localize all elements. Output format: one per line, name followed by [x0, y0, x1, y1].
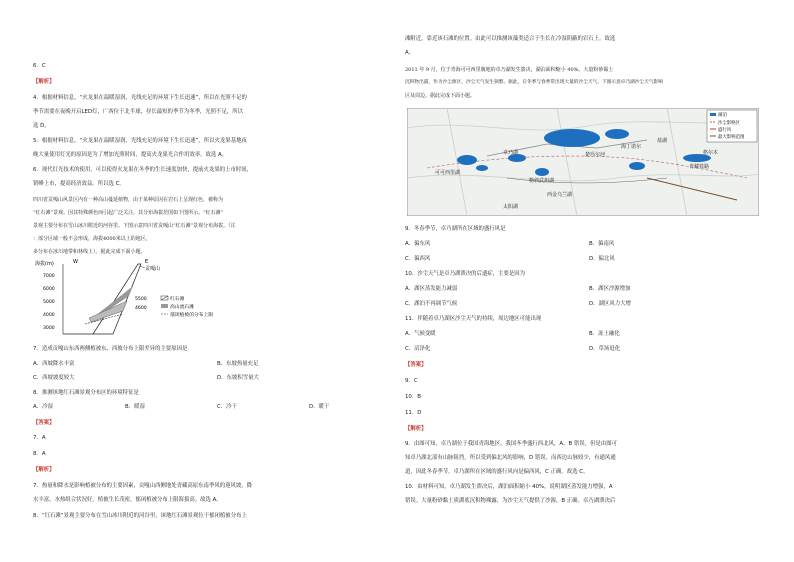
height-4600: 4600	[135, 306, 147, 311]
answer-7: 7．A	[33, 435, 46, 441]
label-taiyang: 太阳湖	[503, 204, 519, 210]
lake-large	[544, 129, 600, 147]
answer-8: 8．A	[33, 451, 46, 457]
explain-5-line2: 晚大量使用灯光的原因是为了增加光照时间，提高火龙果光合作用效率。故选 A。	[33, 152, 228, 158]
legend-wind: 盛行风	[718, 128, 732, 133]
q7-option-b: B．东坡热量充足	[217, 361, 259, 367]
east-label: E	[145, 259, 149, 265]
map-legend	[707, 110, 757, 142]
explain-4-line2: 季节需要在夜晚开启LED灯，广西位于北半球，昼长最短的季节为冬季，光照不足，所以	[33, 109, 244, 115]
material-line4: ：部分区域一般不会形成，海拔4000米以上的地区，	[33, 236, 151, 242]
q9-option-d: D．偏北风	[589, 256, 615, 262]
material-line5: 多分布在冰川地带和林线上）。据此完成下面小题。	[33, 249, 146, 255]
explain-10-line1: 10．由材料可知，卓乃湖发生溃决后，湖泊面积缩小 40%，说明湖区蒸发能力增强，A	[405, 484, 613, 490]
analysis-heading-2: 【解析】	[33, 467, 55, 473]
label-railway: 青藏铁路	[689, 164, 710, 170]
material-line3: 景观主要分布在雪山冰川附近的河谷里。下图示意四川省贡嘎山“红石滩”景观分布海拔。（注	[33, 223, 236, 229]
tick-4000: 4000	[43, 313, 55, 318]
answer-9: 9．C	[405, 378, 418, 384]
question-11: 11．伴随着卓乃湖区沙尘天气的持续，周边地区可能出现	[405, 316, 542, 322]
q8-option-c: C．冷干	[217, 404, 237, 410]
label-lexie: 勒斜武担湖	[529, 178, 555, 184]
explain-4-line1: 4．根据材料信息，“火龙果在温暖湿润、光线充足的环境下生长迅速”，所以在光照不足的	[33, 95, 247, 101]
material2-line1: 2011 年 9 月，位于青海可可西里腹地的卓乃湖发生溃决，湖泊面积缩小 40%。大量粉砂黏土	[405, 67, 614, 73]
explain-9-line1: 9．由图可知，卓乃湖位于我国青海地区，我国冬季盛行西北风，A、B 错误。但是由图可	[405, 441, 617, 447]
peak-label: 贡嘎山	[145, 266, 161, 272]
legend-dust: 沙尘影响区	[718, 121, 740, 126]
label-kekexili: 可可西里湖	[435, 170, 461, 176]
tick-6000: 6000	[43, 287, 55, 292]
answer-heading: 【答案】	[33, 420, 55, 426]
q7-option-a: A．西坡降水丰富	[33, 361, 75, 367]
label-yanhu: 盐湖	[657, 138, 668, 144]
question-9: 9．冬春季节，卓乃湖所在区域的盛行风是	[405, 226, 506, 232]
answer-10: 10．B	[405, 394, 421, 400]
q9-option-a: A．偏东风	[405, 241, 431, 247]
y-axis-label: 海拔(m)	[35, 261, 54, 267]
cont-line2: A。	[405, 50, 415, 56]
q10-option-d: D．湖区风力大增	[589, 301, 631, 307]
elevation-figure	[33, 256, 223, 336]
analysis-heading-3: 【解析】	[405, 426, 427, 432]
answer-11: 11．D	[405, 410, 422, 416]
label-haiding: 海丁诺尔	[621, 144, 642, 150]
explain-7-line1: 7．热量和降水是影响植被分布的主要因素，贡嘎山西侧地处青藏高原东南季风的迎风坡，降	[33, 483, 253, 489]
tick-7000: 7000	[43, 274, 55, 279]
q11-option-c: C．沼泽化	[405, 346, 431, 352]
y-ticks	[43, 273, 55, 331]
legend-red-stone: 红石滩	[170, 297, 185, 302]
material-line2: “红石滩”景观。因其特殊颜色而引起广泛关注，其分布海拔范围如下图所示。“红石滩”	[33, 210, 224, 216]
lake-kekexili	[457, 155, 477, 165]
legend-range: 最大影响范围	[718, 135, 745, 140]
explain-4-line3: 选 D。	[33, 123, 50, 129]
q7-option-d: D．东坡积雪量大	[217, 375, 259, 381]
q11-option-b: B．冻土融化	[589, 331, 620, 337]
material2-line3: 区及周边。据此完成下面小题。	[405, 93, 476, 99]
mountain-profile	[63, 264, 141, 334]
map-figure	[407, 108, 759, 216]
q8-option-a: A．冷湿	[33, 404, 53, 410]
material-line1: 四川省贡嘎山风景区内有一种高山蔓延植物，由于某种原因在岩石上呈现红色，被称为	[33, 197, 224, 203]
q10-option-b: B．湖区沙源增加	[589, 286, 631, 292]
right-column	[405, 0, 761, 562]
legend-lake: 湖泊	[718, 113, 727, 118]
cont-line1: 滩附近，靠近该石滩的位置。由此可以推测该藻类适合于生长在冷湿阴蔽的岩石上。故选	[405, 36, 616, 42]
q9-option-c: C．偏西风	[405, 256, 431, 262]
label-zhuonai: 卓乃湖	[503, 150, 519, 156]
answer-6: 6．C	[33, 63, 46, 69]
analysis-heading: 【解析】	[33, 79, 55, 85]
tick-5000: 5000	[43, 300, 55, 305]
explain-10-line2: 错误。大量粉砂黏土质湖底沉积物裸露，为沙尘天气提供了沙源，B 正确。卓乃湖溃决后	[405, 498, 616, 504]
label-chumaer: 楚玛尔河	[585, 152, 606, 158]
q7-option-c: C．西坡坡度较大	[33, 375, 75, 381]
answer-heading-2: 【答案】	[405, 362, 427, 368]
left-column	[33, 0, 389, 562]
question-10: 10．沙尘天气是卓乃湖溃决的后遗症，主要是因为	[405, 271, 526, 277]
question-7: 7．造成贡嘎山东西两侧植被东、西坡分布上限差异的主要原因是	[33, 346, 188, 352]
explain-8-line1: 8．“红石滩”景观主要分布在雪山冰川附近的河谷里，该地红石滩景观位于郁闭植被分布上	[33, 513, 247, 519]
tick-3000: 3000	[43, 326, 55, 331]
q10-option-c: C．湖泊不再调节气候	[405, 301, 458, 307]
legend-scree: 高山流石滩	[170, 305, 194, 310]
material2-line2: 沉积物出露，作为沙尘源区，沙尘天气发生频繁。据此，在冬季与春季常出现大量的沙尘天气。下图示意卓乃湖沙尘天气影响	[405, 80, 663, 85]
q11-option-d: D．草场退化	[589, 346, 621, 352]
explain-5-line1: 5．根据材料信息，“火龙果在温暖湿润、光线充足的环境下生长迅速”，所以火龙果基地夜	[33, 138, 247, 144]
q11-option-a: A．气候变暖	[405, 331, 436, 337]
explain-9-line2: 知卓乃湖北部有山脉阻挡，所以受到偏北风的影响，D 错误。而西边山脉较少，有通风通	[405, 455, 616, 461]
question-8: 8．推测该地红石滩景观分布区的环境特征是	[33, 390, 139, 396]
explain-7-line2: 水丰富，水热组合状况好，植被生长茂密，郁闭植被分布上限海拔高。故选 A。	[33, 497, 222, 503]
q8-option-b: B．暖湿	[125, 404, 145, 410]
label-xijin: 西金乌兰湖	[547, 192, 573, 198]
explain-6-line2: 错峰上市，提高经济效益。所以选 C。	[33, 181, 125, 187]
height-5500: 5500	[135, 297, 147, 302]
q10-option-a: A．湖区蒸发能力减弱	[405, 286, 458, 292]
explain-9-line3: 道，因此冬春季节，卓乃湖所在区域的盛行风向是偏西风，C 正确。故选 C。	[405, 469, 589, 475]
q9-option-b: B．偏南风	[589, 241, 615, 247]
explain-6-line1: 6．现代灯光技术的使用，可以使得火龙果在冬季的生长速度加快，提前火龙果的上市时间，	[33, 167, 253, 173]
legend-treeline: 郁闭植被的分布上限	[170, 313, 214, 318]
label-geermu: 格尔木	[703, 150, 719, 156]
q8-option-d: D．暖干	[309, 404, 330, 410]
west-label: W	[73, 259, 78, 265]
